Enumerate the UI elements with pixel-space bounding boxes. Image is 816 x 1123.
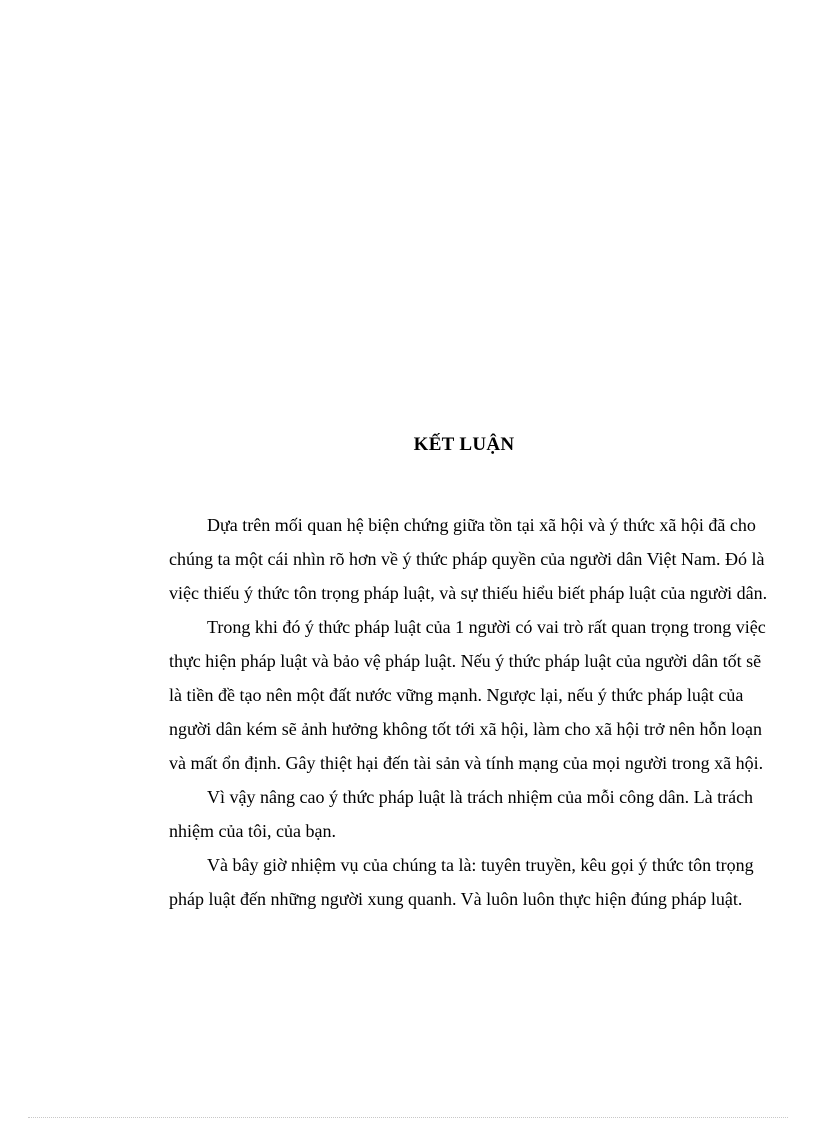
text-line: pháp luật đến những người xung quanh. Và luôn luôn thực hiện đúng pháp luật.	[169, 889, 743, 909]
page-bottom-divider	[28, 1117, 788, 1118]
text-line: Và bây giờ nhiệm vụ của chúng ta là: tuyên truyền, kêu gọi ý thức tôn trọng	[207, 855, 754, 875]
page-title: KẾT LUẬN	[413, 434, 515, 455]
paragraph-3	[131, 782, 755, 846]
text-line: là tiền đề tạo nên một đất nước vững mạnh. Ngược lại, nếu ý thức pháp luật của	[169, 685, 744, 705]
text-line: người dân kém sẽ ảnh hưởng không tốt tới xã hội, làm cho xã hội trở nên hỗn loạn	[169, 719, 762, 739]
text-line: việc thiếu ý thức tôn trọng pháp luật, và sự thiếu hiểu biết pháp luật của người dân.	[169, 583, 768, 603]
text-line: Trong khi đó ý thức pháp luật của 1 người có vai trò rất quan trọng trong việc	[207, 617, 766, 637]
text-line: Vì vậy nâng cao ý thức pháp luật là trách nhiệm của mỗi công dân. Là trách	[207, 787, 754, 807]
text-line: Dựa trên mối quan hệ biện chứng giữa tồn tại xã hội và ý thức xã hội đã cho	[207, 515, 756, 535]
paragraph-1	[131, 510, 768, 608]
text-line: nhiệm của tôi, của bạn.	[169, 821, 336, 841]
text-line: thực hiện pháp luật và bảo vệ pháp luật. Nếu ý thức pháp luật của người dân tốt sẽ	[169, 651, 762, 671]
paragraph-4	[131, 850, 755, 914]
document-body	[131, 510, 768, 918]
paragraph-2	[131, 612, 766, 778]
text-line: chúng ta một cái nhìn rõ hơn về ý thức pháp quyền của người dân Việt Nam. Đó là	[169, 549, 765, 569]
text-line: và mất ổn định. Gây thiệt hại đến tài sản và tính mạng của mọi người trong xã hội.	[169, 753, 764, 773]
